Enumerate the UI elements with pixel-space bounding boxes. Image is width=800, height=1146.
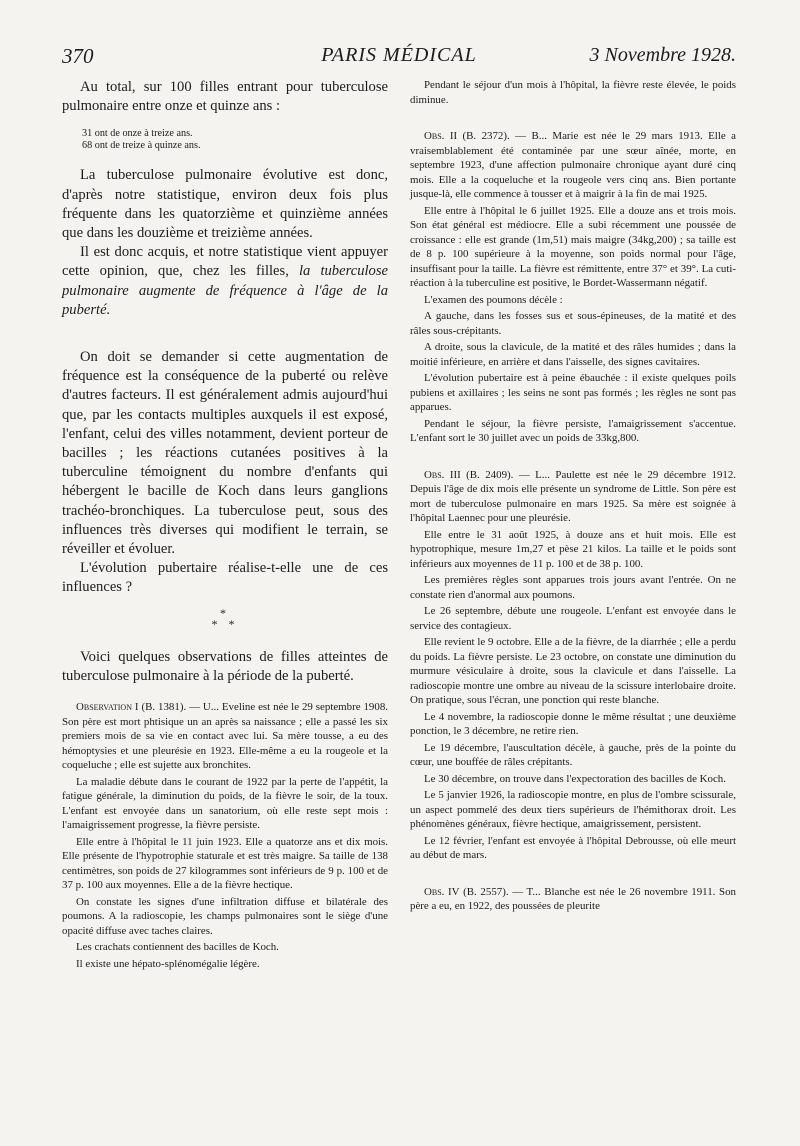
journal-title: PARIS MÉDICAL <box>321 44 477 66</box>
observation-heading: Obs. III <box>424 468 461 481</box>
observations-intro: Voici quelques observations de filles atteintes de tuberculose pulmonaire à la période de la puberté. <box>62 648 388 684</box>
intro-paragraph: Au total, sur 100 filles entrant pour tuberculose pulmonaire entre onze et quinze ans : <box>62 79 388 115</box>
right-column <box>410 78 736 916</box>
page-header <box>62 44 736 74</box>
acquis-italic-conclusion: la tuberculose pulmonaire augmente de fréquence à l'âge de la puberté. <box>62 263 388 318</box>
observation-2: Obs. II (B. 2372). — B... Marie est née le 29 mars 1913. Elle a vraisemblablement été contaminée par une sœur aînée, morte, en septembre 1923, d'une affection pulmonaire chronique ayant duré cinq mois. Elle a la coqueluche et la rougeole vers cinq ans. Bien portante jusque-là, elle commence à tousser et à maigrir à la fin de mai 1925. Elle entre à l'hôpital le 6 juillet 1925. Elle a douze ans et trois mois. Son état général est médiocre. Elle a subi récemment une poussée de croissance : elle est grande (1m,51) mais maigre (34kg,200) ; sa taille est de 8 p. 100 supérieure à la moyenne, son poids normal pour l'âge, insuffisant pour la taille. La fièvre est rémittente, entre 37° et 39°. La cuti-réaction à la tuberculine est positive, le Bordet-Wassermann négatif. L'examen des poumons décèle : A gauche, dans les fosses sus et sous-épineuses, de la matité et des râles sous-crépitants. A droite, sous la clavicule, de la matité et des râles humides ; dans la moitié inférieure, en arrière et dans l'aisselle, des signes cavitaires. L'évolution pubertaire est à peine ébauchée : il existe quelques poils pubiens et axillaires ; les seins ne sont pas formés ; les règles ne sont pas apparues. Pendant le séjour, la fièvre persiste, l'amaigrissement s'accentue. L'enfant sort le 30 juillet avec un poids de 33kg,800. <box>410 130 736 444</box>
left-column <box>62 78 388 973</box>
observation-heading: Obs. II <box>424 130 458 142</box>
acquis-paragraph <box>62 243 388 320</box>
question-paragraph: On doit se demander si cette augmentation de fréquence est la conséquence de la puberté ou relève d'autres facteurs. Il est généralement admis aujourd'hui que, par les contacts multiples auxquels il est exposé, l'enfant, celui des villes notamment, devient porteur de bacilles ; les réactions cutanées positives à la tuberculine témoignent du nombre d'enfants qui hébergent le bacille de Koch dans leurs ganglions trachéo-bronchiques. La tuberculose peut, sous des influences très diverses qui modifient le terrain, se réveiller et évoluer. <box>62 349 388 558</box>
statistics-list <box>82 128 388 152</box>
section-separator-asterisks: * * * <box>211 605 239 631</box>
observation-heading: Obs. IV <box>424 885 460 898</box>
acquis-text: Il est donc acquis, et notre statistique vient appuyer cette opinion, que, chez les filles, <box>62 244 388 280</box>
statistic-line: 68 ont de treize à quinze ans. <box>82 140 201 152</box>
observation-4: Obs. IV (B. 2557). — T... Blanche est née le 26 novembre 1911. Son père a eu, en 1922, des poussées de pleurite <box>410 885 736 912</box>
continued-paragraph: Pendant le séjour d'un mois à l'hôpital, la fièvre reste élevée, le poids diminue. <box>410 79 736 106</box>
page-number: 370 <box>62 44 94 68</box>
observation-heading: Observation I <box>76 701 139 714</box>
issue-date: 3 Novembre 1928. <box>589 44 736 66</box>
evolutive-paragraph: La tuberculose pulmonaire évolutive est donc, d'après notre statistique, environ deux fois plus fréquente dans les quatorzième et quinzième années que dans les douzième et treizième années. <box>62 167 388 242</box>
statistic-line: 31 ont de onze à treize ans. <box>82 128 193 140</box>
observation-3: Obs. III (B. 2409). — L... Paulette est née le 29 décembre 1912. Depuis l'âge de dix mois elle présente un syndrome de Little. Son père est mort de tuberculose pulmonaire en mars 1925. Sa mère est soignée à l'hôpital Laennec pour une pleurésie. Elle entre le 31 août 1925, à douze ans et huit mois. Elle est hypotrophique, mesure 1m,27 et pèse 21 kilos. La taille et le poids sont inférieurs aux moyennes de 11 p. 100 et de 38 p. 100. Les premières règles sont apparues trois jours avant l'entrée. On ne constate rien d'anormal aux poumons. Le 26 septembre, débute une rougeole. L'enfant est envoyée dans le service des contagieux. Elle revient le 9 octobre. Elle a de la fièvre, de la diarrhée ; elle a perdu du poids. La fièvre persiste. Le 23 octobre, on constate une diminution du murmure vésiculaire à droite, sous la clavicule et dans l'aisselle. La radioscopie montre une ombre au niveau de la scissure interlobaire droite. On pratique, sous l'écran, une ponction qui reste blanche. Le 4 novembre, la radioscopie donne le même résultat ; une deuxième ponction, le 3 décembre, ne retire rien. Le 19 décembre, l'auscultation décèle, à gauche, près de la pointe du cœur, une bouffée de râles crépitants. Le 30 décembre, on trouve dans l'expectoration des bacilles de Koch. Le 5 janvier 1926, la radioscopie montre, en plus de l'ombre scissurale, un aspect pommelé des deux tiers supérieurs de l'hémithorax droit. Les phénomènes généraux, fièvre hectique, amaigrissement, persistent. Le 12 février, l'enfant est envoyée à l'hôpital Debrousse, où elle meurt au début de mars. <box>410 468 736 861</box>
observation-1: Observation I (B. 1381). — U... Eveline est née le 29 septembre 1908. Son père est mort phtisique un an après sa naissance ; elle a passé les six premiers mois de sa vie en contact avec lui. Sa mère tousse, a eu des hémoptysies et une pleurésie en 1923. Elle-même a eu la rougeole et la coqueluche ; elle est sujette aux bronchites. La maladie débute dans le courant de 1922 par la perte de l'appétit, la fatigue générale, la diminution du poids, de la fièvre le soir, de la toux. L'enfant est envoyée dans un sanatorium, où elle reste sept mois : l'amaigrissement progresse, la fièvre persiste. Elle entre à l'hôpital le 11 juin 1923. Elle a quatorze ans et dix mois. Elle présente de l'hypotrophie staturale et est très maigre. Sa taille de 138 centimètres, son poids de 27 kilogrammes sont inférieurs de 9 p. 100 et de 37 p. 100 aux moyennes. Elle a de la fièvre hectique. On constate les signes d'une infiltration diffuse et bilatérale des poumons. A la radioscopie, les champs pulmonaires sont le siège d'une opacité diffuse avec taches claires. Les crachats contiennent des bacilles de Koch. Il existe une hépato-splénomégalie légère. <box>62 701 388 970</box>
evolution-paragraph: L'évolution pubertaire réalise-t-elle une de ces influences ? <box>62 560 388 596</box>
